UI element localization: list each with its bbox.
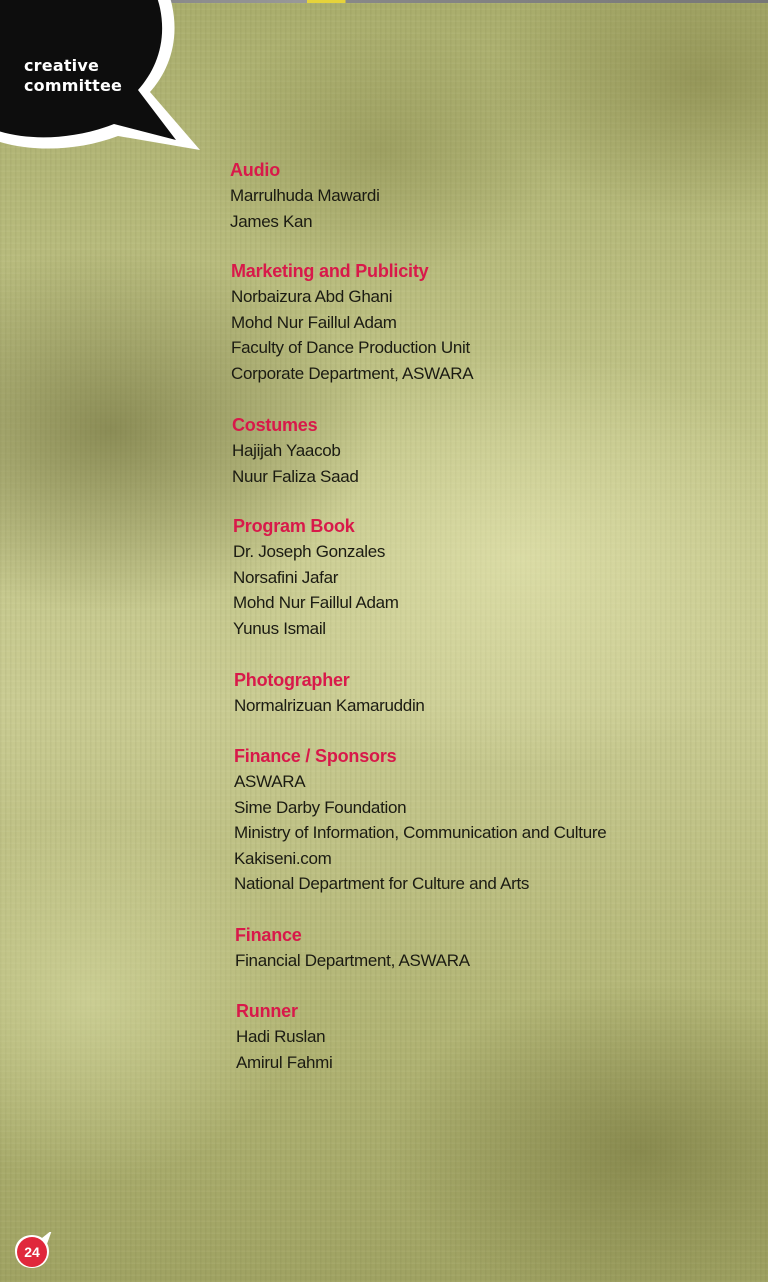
section-heading: Finance (235, 925, 302, 945)
credit-name: Financial Department, ASWARA (235, 951, 470, 970)
credit-name: Hadi Ruslan (236, 1027, 326, 1046)
credit-name: Kakiseni.com (234, 848, 332, 868)
section-heading: Runner (236, 1001, 298, 1021)
section-heading: Audio (230, 160, 280, 180)
credit-section-audio (230, 158, 730, 234)
credit-name: Ministry of Information, Communication and Culture (234, 823, 607, 842)
credit-section-program-book (233, 514, 733, 641)
credit-name: Mohd Nur Faillul Adam (233, 593, 399, 612)
credit-name: Norsafini Jafar (233, 567, 339, 587)
credit-name: Norbaizura Abd Ghani (231, 287, 393, 306)
section-heading: Costumes (232, 415, 318, 435)
section-label-line1: creative (24, 56, 100, 75)
credit-name: Yunus Ismail (233, 618, 326, 638)
section-heading: Program Book (233, 516, 355, 536)
section-heading: Finance / Sponsors (234, 746, 397, 766)
credit-name: Nuur Faliza Saad (232, 466, 359, 486)
credit-name: Hajijah Yaacob (232, 441, 341, 460)
credit-name: Amirul Fahmi (236, 1052, 333, 1072)
credit-name: Corporate Department, ASWARA (231, 363, 474, 383)
page-number: 24 (24, 1244, 40, 1260)
credit-name: Normalrizuan Kamaruddin (234, 696, 425, 715)
section-heading: Photographer (234, 670, 350, 690)
credit-name: Marrulhuda Mawardi (230, 186, 380, 205)
credit-name: James Kan (230, 211, 313, 231)
section-label-line2: committee (24, 76, 123, 95)
credit-name: Faculty of Dance Production Unit (231, 338, 470, 357)
page-number-badge (12, 1232, 52, 1272)
credit-section-finance-sponsors (234, 744, 734, 897)
credit-section-finance (235, 923, 735, 974)
credit-name: Sime Darby Foundation (234, 797, 407, 817)
credit-name: Mohd Nur Faillul Adam (231, 312, 397, 332)
credit-section-costumes (232, 413, 732, 489)
credit-name: National Department for Culture and Arts (234, 874, 530, 893)
credit-name: ASWARA (234, 772, 306, 791)
credit-section-marketing (231, 259, 731, 386)
credit-section-photographer (234, 668, 734, 719)
credit-section-runner (236, 999, 736, 1075)
section-heading: Marketing and Publicity (231, 261, 429, 281)
credit-name: Dr. Joseph Gonzales (233, 542, 386, 561)
